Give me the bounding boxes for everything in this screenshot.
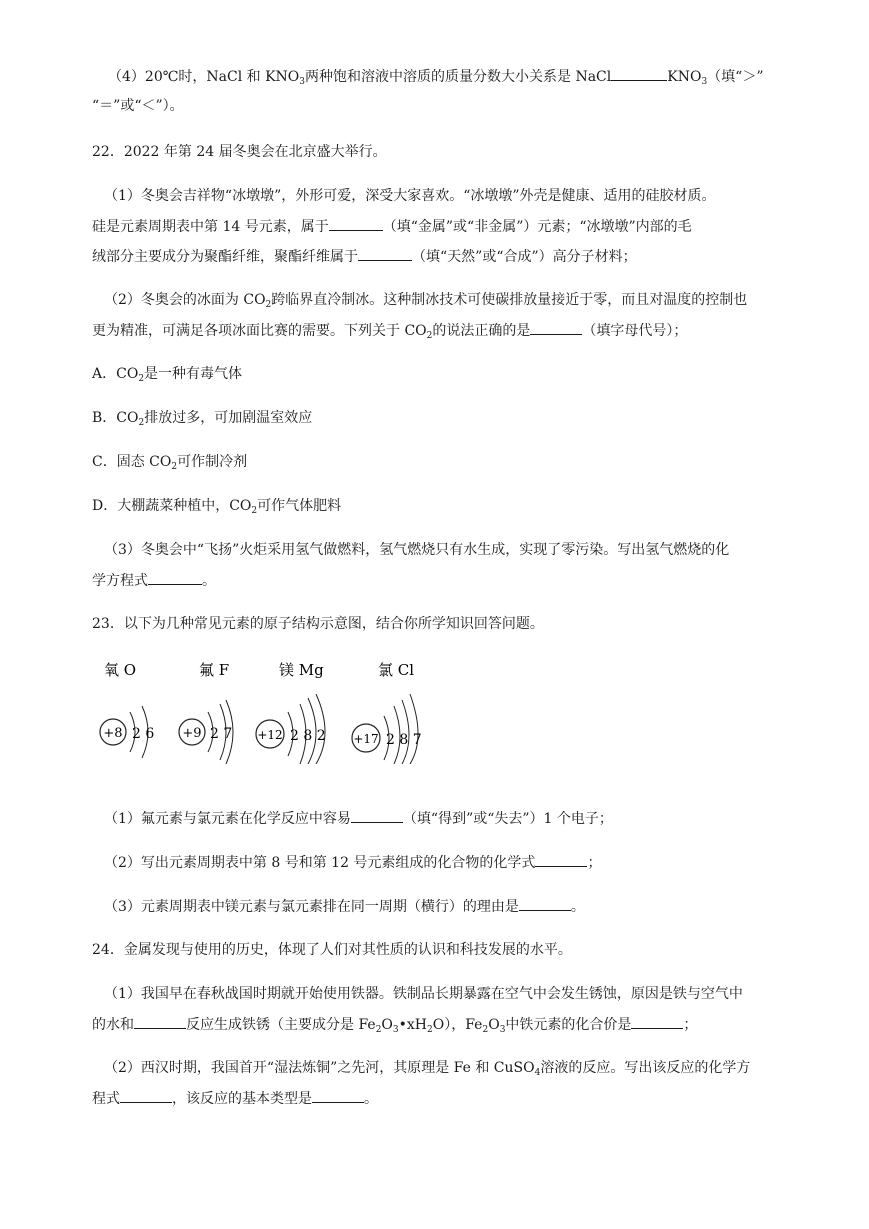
subscript: 2 (171, 462, 178, 472)
q23-p1b: （填“得到”或“失去”）1 个电子； (402, 811, 613, 827)
q23-part2 (104, 852, 601, 873)
electron-shells: 2 7 (210, 726, 233, 742)
q24-part2-line2 (92, 1088, 378, 1109)
q21-p4-seg3: KNO (667, 69, 702, 85)
q22-p1-l2a: 硅是元素周期表中第 14 号元素，属于 (92, 219, 329, 235)
subscript: 2 (251, 506, 258, 516)
q23-title-text: 23．以下为几种常见元素的原子结构示意图，结合你所学知识回答问题。 (92, 616, 544, 632)
atom-label: 镁 Mg (279, 661, 324, 679)
q24-part1-line2 (92, 1014, 697, 1035)
q23-p3b: 。 (570, 899, 585, 915)
q24-title (92, 940, 572, 960)
subscript: 4 (534, 1068, 541, 1078)
q24-p1-l2c: 中铁元素的化合价是 (505, 1017, 632, 1033)
q23-p3a: （3）元素周期表中镁元素与氯元素排在同一周期（横行）的理由是 (104, 899, 519, 915)
nucleus-charge: +8 (103, 726, 123, 741)
formula-part: O），Fe (432, 1017, 483, 1033)
atom-label: 氟 F (199, 661, 230, 679)
q24-p2-l2c: 。 (364, 1091, 378, 1107)
answer-blank[interactable] (631, 1014, 683, 1029)
q22-title-text: 22．2022 年第 24 届冬奥会在北京盛大举行。 (92, 144, 387, 160)
q24-p1-l2d: ； (683, 1017, 698, 1033)
subscript: 2 (265, 300, 272, 310)
option-a-text: 是一种有毒气体 (144, 366, 243, 382)
q23-part3 (104, 896, 585, 917)
electron-shells: 2 6 (132, 726, 155, 742)
option-b-text: 排放过多，可加剧温室效应 (144, 410, 313, 426)
q22-p1-l3a: 绒部分主要成分为聚酯纤维，聚酯纤维属于 (92, 249, 358, 265)
q22-option-b (92, 408, 312, 428)
q22-p2-l2a: 更为精准，可满足各项冰面比赛的需要。下列关于 CO (92, 323, 427, 339)
q24-part2-line1 (104, 1058, 750, 1078)
q22-option-d (92, 496, 341, 516)
subscript: 2 (375, 1025, 382, 1035)
answer-blank[interactable] (312, 1088, 364, 1103)
q24-title-text: 24．金属发现与使用的历史，体现了人们对其性质的认识和科技发展的水平。 (92, 942, 572, 958)
answer-blank[interactable] (134, 1014, 186, 1029)
q24-p2-l2b: ，该反应的基本类型是 (172, 1091, 312, 1107)
q22-p2-l1b: 跨临界直冷制冰。这种制冰技术可使碳排放量接近于零，而且对温度的控制也 (271, 292, 748, 308)
q24-p2-l1b: 溶液的反应。写出该反应的化学方 (540, 1060, 751, 1076)
answer-blank[interactable] (535, 852, 587, 867)
q22-p3-l2b: 。 (202, 573, 216, 589)
answer-blank[interactable] (530, 320, 582, 335)
formula-part: O (381, 1017, 393, 1033)
q22-part2-line2 (92, 320, 687, 341)
subscript: 3 (701, 77, 708, 87)
subscript: 3 (392, 1025, 399, 1035)
option-c-prefix: C．固态 CO (92, 454, 172, 470)
atom-label: 氧 O (104, 661, 137, 679)
subscript: 3 (299, 77, 305, 87)
answer-blank[interactable] (519, 896, 571, 911)
atom-magnesium (256, 661, 326, 764)
atom-label: 氯 Cl (378, 661, 415, 679)
option-d-prefix: D．大棚蔬菜种植中，CO (92, 498, 252, 514)
q23-part1 (104, 808, 613, 829)
q22-part1-line2 (92, 216, 692, 237)
q24-p2-l2a: 程式 (92, 1091, 120, 1107)
q24-p1-l1: （1）我国早在春秋战国时期就开始使用铁器。铁制品长期暴露在空气中会发生锈蚀，原因是铁与空气中 (104, 986, 743, 1002)
answer-blank[interactable] (120, 1088, 172, 1103)
atom-oxygen (100, 661, 154, 758)
electron-shells: 2 8 7 (386, 732, 422, 748)
answer-blank[interactable] (358, 246, 412, 261)
subscript: 2 (138, 374, 145, 384)
q22-p2-l2c: （填字母代号）； (582, 323, 688, 339)
q22-part3-line2 (92, 570, 216, 591)
q21-p4-seg2: 两种饱和溶液中溶质的质量分数大小关系是 NaCl (305, 69, 612, 85)
q21-p4-line2: “＝”或“＜”）。 (92, 98, 184, 114)
q21-part4-line2 (92, 96, 184, 116)
q22-title (92, 142, 387, 162)
nucleus-charge: +17 (353, 732, 379, 746)
q22-option-c (92, 452, 247, 472)
option-d-text: 可作气体肥料 (257, 498, 342, 514)
nucleus-charge: +12 (257, 728, 283, 742)
q23-p2a: （2）写出元素周期表中第 8 号和第 12 号元素组成的化合物的化学式 (104, 855, 536, 871)
q21-p4-seg1: （4）20℃时，NaCl 和 KNO (108, 69, 300, 85)
q24-p1-l2a: 的水和 (92, 1017, 134, 1033)
q22-p3-l2a: 学方程式 (92, 573, 148, 589)
subscript: 3 (499, 1025, 506, 1035)
q22-p3-l1: （3）冬奥会中“飞扬”火炬采用氢气做燃料，氢气燃烧只有水生成，实现了零污染。写出氢气燃烧的化 (104, 542, 730, 558)
subscript: 2 (482, 1025, 489, 1035)
formula-part: O (488, 1017, 500, 1033)
atom-fluorine (179, 661, 233, 764)
atomic-structure-diagram (96, 654, 436, 764)
option-c-text: 可作制冷剂 (177, 454, 248, 470)
q24-p2-l1a: （2）西汉时期，我国首开“湿法炼铜”之先河，其原理是 Fe 和 CuSO (104, 1060, 535, 1076)
q22-part2-line1 (104, 290, 747, 310)
q21-p4-seg4: （填“＞” (707, 69, 764, 85)
answer-blank[interactable] (611, 66, 667, 81)
q22-part1-line1 (104, 186, 716, 206)
q22-p1-l3b: （填“天然”或“合成”）高分子材料； (412, 249, 637, 265)
q23-p1a: （1）氟元素与氯元素在化学反应中容易 (104, 811, 351, 827)
q22-part3-line1 (104, 540, 729, 560)
q22-part1-line3 (92, 246, 637, 267)
q22-p2-l1a: （2）冬奥会的冰面为 CO (104, 292, 266, 308)
q22-option-a (92, 364, 242, 384)
electron-shells: 2 8 2 (290, 728, 326, 744)
nucleus-charge: +9 (182, 726, 202, 741)
q22-p2-l2b: 的说法正确的是 (432, 323, 531, 339)
answer-blank[interactable] (329, 216, 383, 231)
option-a-prefix: A．CO (92, 366, 139, 382)
q24-part1-line1 (104, 984, 743, 1004)
subscript: 2 (426, 331, 433, 341)
answer-blank[interactable] (351, 808, 403, 823)
atom-chlorine (352, 661, 422, 764)
formula-part: •xH (398, 1017, 428, 1033)
q23-title (92, 614, 544, 634)
subscript: 2 (427, 1025, 433, 1035)
q24-p1-l2b: 反应生成铁锈（主要成分是 Fe (186, 1017, 376, 1033)
q22-p1-l2b: （填“金属”或“非金属”）元素；“冰墩墩”内部的毛 (382, 219, 692, 235)
q22-p1-l1: （1）冬奥会吉祥物“冰墩墩”，外形可爱，深受大家喜欢。“冰墩墩”外壳是健康、适用的硅胶材质。 (104, 188, 716, 204)
q23-p2b: ； (587, 855, 602, 871)
option-b-prefix: B．CO (92, 410, 139, 426)
answer-blank[interactable] (148, 570, 202, 585)
subscript: 2 (138, 418, 145, 428)
q21-part4-line1 (108, 66, 764, 87)
